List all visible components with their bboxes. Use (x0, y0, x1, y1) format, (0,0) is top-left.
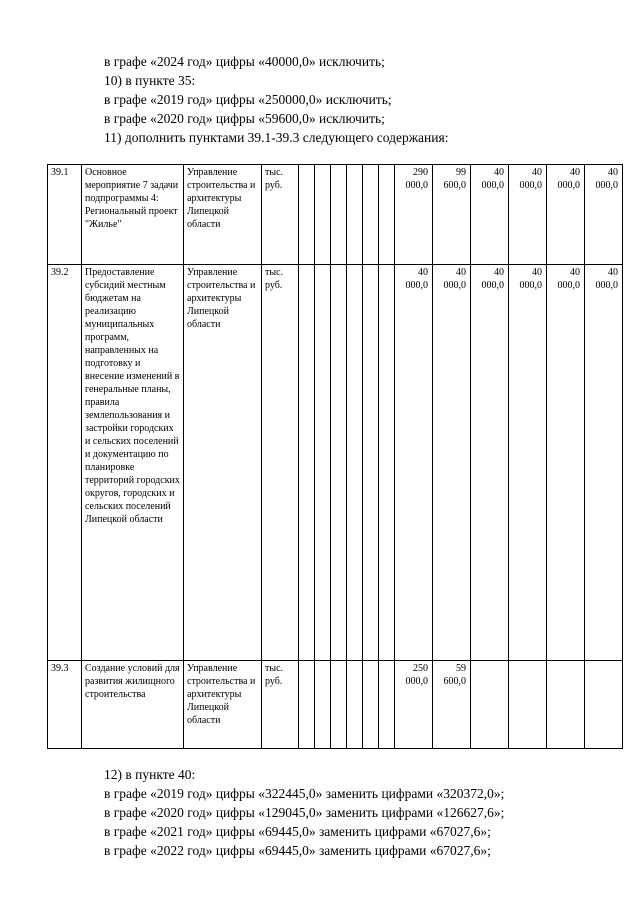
value-part: 40 (494, 267, 504, 278)
value-part: 000,0 (443, 280, 466, 291)
empty-cell (379, 265, 395, 661)
value-cell (471, 661, 509, 749)
measure-name-cell: Основное мероприятие 7 задачи подпрограммы 4: Региональный проект "Жилье" (82, 165, 184, 265)
row-number-cell: 39.1 (48, 165, 82, 265)
intro-line: в графе «2019 год» цифры «250000,0» исключить; (104, 92, 392, 107)
value-cell (395, 661, 433, 749)
value-part: 000,0 (557, 180, 580, 191)
empty-cell (315, 661, 331, 749)
unit-cell: тыс. руб. (262, 661, 299, 749)
empty-cell (331, 265, 347, 661)
empty-cell (363, 165, 379, 265)
value-part: 000,0 (405, 180, 428, 191)
value-part: 40 (532, 167, 542, 178)
value-cell (471, 265, 509, 661)
value-part: 000,0 (595, 280, 618, 291)
table-row (48, 661, 623, 749)
table-row (48, 165, 623, 265)
value-cell (547, 661, 585, 749)
empty-cell (363, 661, 379, 749)
value-part: 40 (608, 267, 618, 278)
value-part: 000,0 (595, 180, 618, 191)
empty-cell (331, 165, 347, 265)
value-cell (585, 165, 623, 265)
empty-cell (347, 265, 363, 661)
outro-line: в графе «2022 год» цифры «69445,0» заменить цифрами «67027,6»; (104, 843, 491, 858)
empty-cell (347, 165, 363, 265)
value-cell (585, 265, 623, 661)
value-cell (471, 165, 509, 265)
value-part: 250 (413, 663, 428, 674)
value-cell (547, 165, 585, 265)
value-part: 40 (418, 267, 428, 278)
executor-cell: Управление строительства и архитектуры Липецкой области (184, 165, 262, 265)
value-part: 000,0 (405, 676, 428, 687)
executor-cell: Управление строительства и архитектуры Липецкой области (184, 265, 262, 661)
value-cell (433, 265, 471, 661)
table-row (48, 265, 623, 661)
row-number-cell: 39.2 (48, 265, 82, 661)
value-part: 000,0 (481, 180, 504, 191)
value-cell (433, 661, 471, 749)
amendment-table (47, 164, 623, 749)
value-part: 600,0 (443, 180, 466, 191)
empty-cell (315, 265, 331, 661)
empty-cell (315, 165, 331, 265)
empty-cell (379, 165, 395, 265)
outro-line: 12) в пункте 40: (104, 767, 196, 782)
value-part: 40 (456, 267, 466, 278)
value-part: 40 (608, 167, 618, 178)
value-cell (395, 265, 433, 661)
intro-line: 10) в пункте 35: (104, 73, 196, 88)
empty-cell (331, 661, 347, 749)
value-part: 600,0 (443, 676, 466, 687)
value-cell (395, 165, 433, 265)
value-cell (547, 265, 585, 661)
value-part: 290 (413, 167, 428, 178)
value-part: 59 (456, 663, 466, 674)
unit-cell: тыс. руб. (262, 165, 299, 265)
value-cell (433, 165, 471, 265)
intro-line: в графе «2024 год» цифры «40000,0» исключить; (104, 54, 385, 69)
unit-cell: тыс. руб. (262, 265, 299, 661)
value-part: 40 (494, 167, 504, 178)
outro-line: в графе «2019 год» цифры «322445,0» заменить цифрами «320372,0»; (104, 786, 505, 801)
outro-line: в графе «2020 год» цифры «129045,0» заменить цифрами «126627,6»; (104, 805, 505, 820)
empty-cell (379, 661, 395, 749)
value-part: 000,0 (519, 180, 542, 191)
empty-cell (299, 265, 315, 661)
value-cell (585, 661, 623, 749)
value-part: 000,0 (481, 280, 504, 291)
row-number-cell: 39.3 (48, 661, 82, 749)
outro-line: в графе «2021 год» цифры «69445,0» заменить цифрами «67027,6»; (104, 824, 491, 839)
empty-cell (299, 165, 315, 265)
empty-cell (347, 661, 363, 749)
value-part: 000,0 (557, 280, 580, 291)
value-part: 000,0 (405, 280, 428, 291)
executor-cell: Управление строительства и архитектуры Липецкой области (184, 661, 262, 749)
value-part: 99 (456, 167, 466, 178)
intro-paragraph (104, 52, 448, 147)
value-part: 40 (532, 267, 542, 278)
empty-cell (363, 265, 379, 661)
intro-line: в графе «2020 год» цифры «59600,0» исключить; (104, 111, 385, 126)
intro-line: 11) дополнить пунктами 39.1-39.3 следующего содержания: (104, 130, 449, 145)
measure-name-cell: Создание условий для развития жилищного строительства (82, 661, 184, 749)
value-cell (509, 165, 547, 265)
value-cell (509, 661, 547, 749)
measure-name-cell: Предоставление субсидий местным бюджетам на реализацию муниципальных программ, направленных на подготовку и внесение изменений в генеральные планы, правила землепользования и застройки городских и сельских поселений и документацию по планировке территорий городских округов, городских и сельских поселений Липецкой области (82, 265, 184, 661)
value-cell (509, 265, 547, 661)
empty-cell (299, 661, 315, 749)
outro-paragraph (104, 765, 504, 860)
value-part: 40 (570, 267, 580, 278)
value-part: 000,0 (519, 280, 542, 291)
value-part: 40 (570, 167, 580, 178)
